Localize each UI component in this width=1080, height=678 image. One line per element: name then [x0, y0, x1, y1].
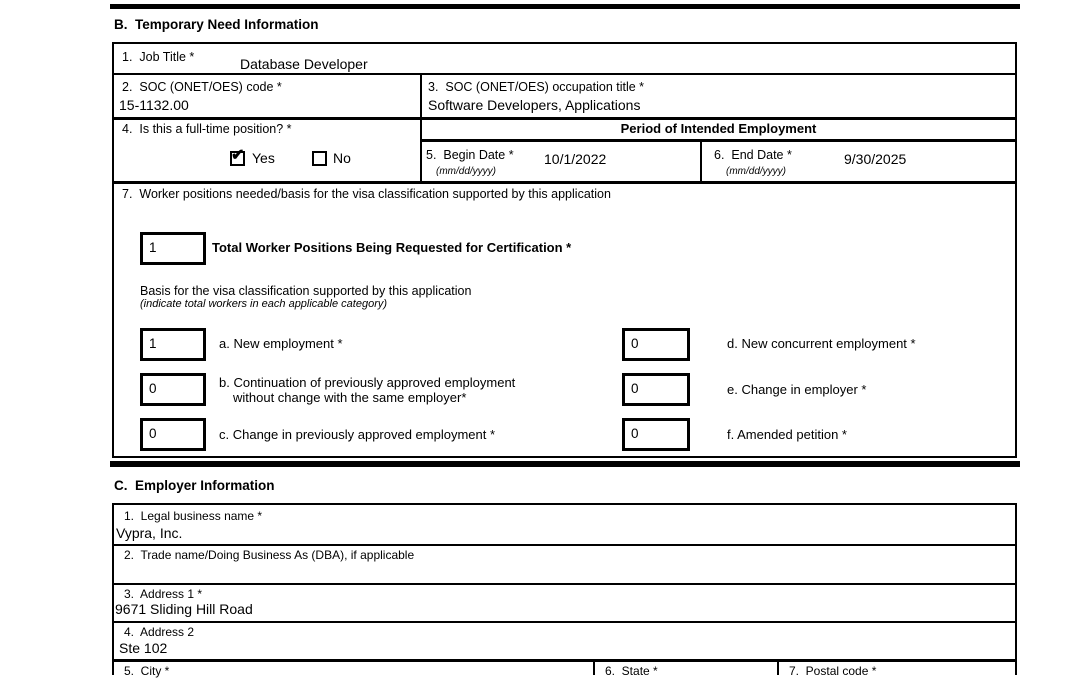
full-time-yes-label: Yes — [252, 150, 275, 166]
new-employment-label: a. New employment * — [219, 336, 343, 351]
soc-title-field[interactable]: Software Developers, Applications — [428, 97, 641, 113]
row-divider — [114, 544, 1015, 546]
change-previously-approved-value: 0 — [149, 426, 157, 441]
section-c-top-rule — [110, 461, 1020, 467]
address1-field[interactable]: 9671 Sliding Hill Road — [115, 601, 253, 617]
new-employment-field[interactable] — [140, 328, 206, 361]
amended-petition-value: 0 — [631, 426, 639, 441]
row-divider — [114, 73, 1015, 75]
soc-title-label: 3. SOC (ONET/OES) occupation title * — [428, 80, 645, 94]
end-date-label: 6. End Date * — [714, 148, 792, 162]
job-title-label: 1. Job Title * — [122, 50, 195, 64]
total-positions-value: 1 — [149, 240, 157, 255]
period-of-employment-header: Period of Intended Employment — [620, 121, 817, 136]
new-concurrent-employment-field[interactable] — [622, 328, 690, 361]
change-previously-approved-field[interactable] — [140, 418, 206, 451]
period-header-divider — [420, 139, 1015, 142]
address1-label: 3. Address 1 * — [124, 587, 203, 601]
continuation-employment-label: b. Continuation of previously approved employment — [219, 375, 516, 390]
continuation-employment-label-line2: without change with the same employer* — [233, 390, 467, 405]
change-previously-approved-label: c. Change in previously approved employment * — [219, 427, 496, 442]
total-positions-field[interactable] — [140, 232, 206, 265]
new-concurrent-employment-value: 0 — [631, 336, 639, 351]
end-date-field[interactable]: 9/30/2025 — [844, 151, 907, 167]
basis-note: (indicate total workers in each applicable category) — [140, 298, 388, 310]
begin-date-field[interactable]: 10/1/2022 — [544, 151, 607, 167]
total-positions-label: Total Worker Positions Being Requested for Certification * — [212, 240, 572, 255]
date-column-divider — [700, 142, 702, 181]
amended-petition-field[interactable] — [622, 418, 690, 451]
soc-code-label: 2. SOC (ONET/OES) code * — [122, 80, 282, 94]
continuation-employment-value: 0 — [149, 381, 157, 396]
checkmark-icon: ✔ — [231, 147, 245, 164]
full-time-no-checkbox[interactable] — [312, 151, 327, 166]
full-time-label: 4. Is this a full-time position? * — [122, 122, 292, 136]
full-time-yes-checkbox[interactable] — [230, 147, 245, 166]
address2-field[interactable]: Ste 102 — [119, 640, 168, 656]
legal-business-name-label: 1. Legal business name * — [124, 509, 263, 523]
postal-code-label: 7. Postal code * — [789, 664, 877, 678]
legal-business-name-field[interactable]: Vypra, Inc. — [116, 525, 183, 541]
soc-code-field[interactable]: 15-1132.00 — [119, 97, 189, 113]
end-date-format-hint: (mm/dd/yyyy) — [726, 166, 786, 177]
section-c-heading: C. Employer Information — [114, 478, 275, 493]
row-divider — [114, 583, 1015, 585]
new-employment-value: 1 — [149, 336, 157, 351]
change-in-employer-label: e. Change in employer * — [727, 382, 867, 397]
section-c-table — [112, 503, 1017, 678]
amended-petition-label: f. Amended petition * — [727, 427, 847, 442]
column-divider — [593, 662, 595, 675]
row-divider — [114, 659, 1015, 662]
basis-heading: Basis for the visa classification supported by this application — [140, 284, 472, 298]
row-divider — [114, 117, 1015, 120]
section-b-top-rule — [110, 4, 1020, 9]
begin-date-label: 5. Begin Date * — [426, 148, 514, 162]
trade-name-label: 2. Trade name/Doing Business As (DBA), if applicable — [124, 548, 415, 562]
begin-date-format-hint: (mm/dd/yyyy) — [436, 166, 496, 177]
worker-positions-label: 7. Worker positions needed/basis for the visa classification supported by this application — [122, 187, 611, 201]
address2-label: 4. Address 2 — [124, 625, 195, 639]
continuation-employment-field[interactable] — [140, 373, 206, 406]
column-divider — [777, 662, 779, 675]
new-concurrent-employment-label: d. New concurrent employment * — [727, 336, 916, 351]
row-divider — [114, 621, 1015, 623]
change-in-employer-field[interactable] — [622, 373, 690, 406]
state-label: 6. State * — [605, 664, 658, 678]
city-label: 5. City * — [124, 664, 170, 678]
section-b-table — [112, 42, 1017, 458]
section-b-heading: B. Temporary Need Information — [114, 17, 319, 32]
full-time-no-label: No — [333, 150, 351, 166]
job-title-field[interactable]: Database Developer — [240, 56, 368, 72]
row-divider — [114, 181, 1015, 184]
change-in-employer-value: 0 — [631, 381, 639, 396]
